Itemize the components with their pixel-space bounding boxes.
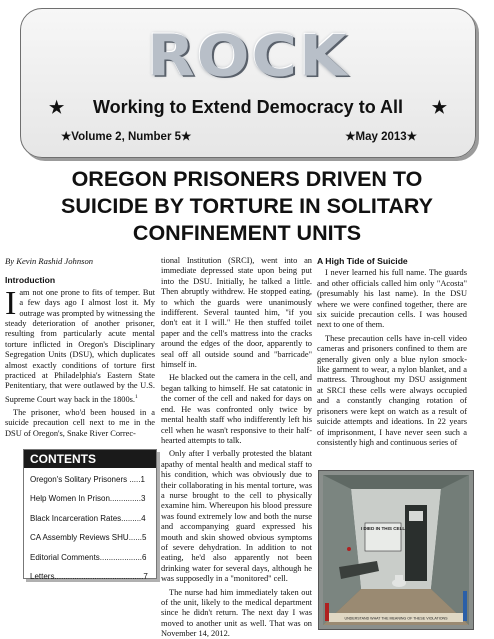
section-heading: A High Tide of Suicide (317, 256, 408, 266)
contents-item[interactable]: Help Women In Prison..............3 (30, 494, 146, 504)
cell-artwork (318, 470, 474, 630)
masthead-title: ROCK (147, 21, 349, 90)
contents-item[interactable]: Black Incarceration Rates.........4 (30, 513, 146, 523)
paragraph: Iam not one prone to fits of temper. But a few days ago I almost lost it. My outrage was prompted by witnessing the steady deterioration of another prisoner, resulting from particularly acute mental torture inflicted in Oregon's Disciplinary Segregation Units (DSU), which duplicates almost exactly conditions of torture first practiced at Philadelphia's Eastern State Penitentiary, that were outlawed by the U.S. Supreme Court way back in the 1800s.$^1$ (5, 284, 155, 404)
star-icon: ★ (49, 97, 65, 117)
contents-item[interactable]: Editorial Comments...................6 (30, 552, 147, 562)
headline-line: SUICIDE BY TORTURE IN SOLITARY (61, 194, 433, 218)
masthead (20, 8, 476, 158)
contents-box (23, 449, 157, 579)
headline-line: OREGON PRISONERS DRIVEN TO (71, 167, 423, 191)
contents-title: CONTENTS (24, 450, 156, 468)
cell-sign-text: I DIED IN THIS CELL (360, 526, 406, 531)
tagline: Working to Extend Democracy to All (92, 97, 404, 117)
byline: By Kevin Rashid Johnson (5, 256, 94, 266)
issue-info (21, 129, 475, 143)
issue-date: ★May 2013★ (345, 131, 417, 143)
volume-number: ★Volume 2, Number 5★ (61, 131, 192, 143)
artwork-caption: UNDERSTAND WHAT THE MEANING OF THESE VIOLATIONS (344, 616, 448, 621)
star-icon: ★ (431, 97, 447, 117)
drop-cap: I (5, 284, 17, 322)
footnote-marker: 1 (135, 393, 138, 400)
paragraph: The nurse had him immediately taken out of the unit, likely to the medical department since he didn't return. The next day I was moved to another unit as well. That was on November 14, 2012. (161, 587, 312, 639)
paragraph: I never learned his full name. The guards and other officials called him only "Acosta" (presumably his last name). In the DSU where we were confined together, there are six suicide precaution cells. I was housed next to one of them. (317, 268, 467, 330)
cell-artwork-drawing (319, 471, 473, 629)
article-headline (30, 166, 464, 247)
contents-list (24, 468, 156, 591)
paragraph: The prisoner, who'd been housed in a suicide precaution cell next to me in the DSU of Oregon's, Snake River Correc- (5, 408, 155, 438)
headline-line: CONFINEMENT UNITS (132, 221, 362, 245)
paragraph: Only after I verbally protested the blatant apathy of mental health and medical staff to his condition, which was obviously due to their collaborating in his mental torture, was a nurse brought to the cell to physically examine him. Whereupon his blood pressure was found extremely low and both the nurse and accompanying guard expressed his mouth and skin showed obvious symptoms of severe dehydration. In addition to not eating, he'd also apparently not been drinking water for several days, although he was supposedly in a "monitored" cell. (161, 449, 312, 584)
section-heading: Introduction (5, 275, 56, 286)
contents-item[interactable]: Letters........................................7 (30, 571, 148, 581)
tagline-row (21, 97, 475, 118)
contents-item[interactable]: CA Assembly Reviews SHU......5 (30, 533, 147, 543)
article-column-3 (317, 256, 467, 451)
paragraph: He blacked out the camera in the cell, and began talking to himself. He sat catatonic in the corner of the cell and naked for days on end. He was confronted only twice by mental health staff who indifferently left his cell when he wasn't responsive to their half-hearted attempts to talk. (161, 373, 312, 445)
article-column-1 (5, 256, 155, 442)
paragraph: These precaution cells have in-cell video cameras and prisoners confined to them are generally given only a blue nylon smock-like garment to wear, a nylon blanket, and a mattress. Throughout my DSU assignment at SRCI these cells were always occupied and a constantly changing rotation of prisoners were kept on watch as a result of suicide attempts and ideations. In 22 years of imprisonment, I have never seen such a consistently high and continuous series of (317, 333, 467, 447)
article-column-2 (161, 256, 312, 639)
paragraph: tional Institution (SRCI), went into an immediate depressed state upon being put into the DSU. Initially, he talked a little. Then abruptly withdrew. He stopped eating, to which the guards were unanimously indifferent. Several taunted him, "if you don't eat it I will." He then stuffed toilet paper and the cell's mattress into the cracks around the edges of the door, apparently to seal off all outside sound and "barricade" himself in. (161, 256, 312, 370)
contents-item[interactable]: Oregon's Solitary Prisoners .....1 (30, 475, 145, 484)
